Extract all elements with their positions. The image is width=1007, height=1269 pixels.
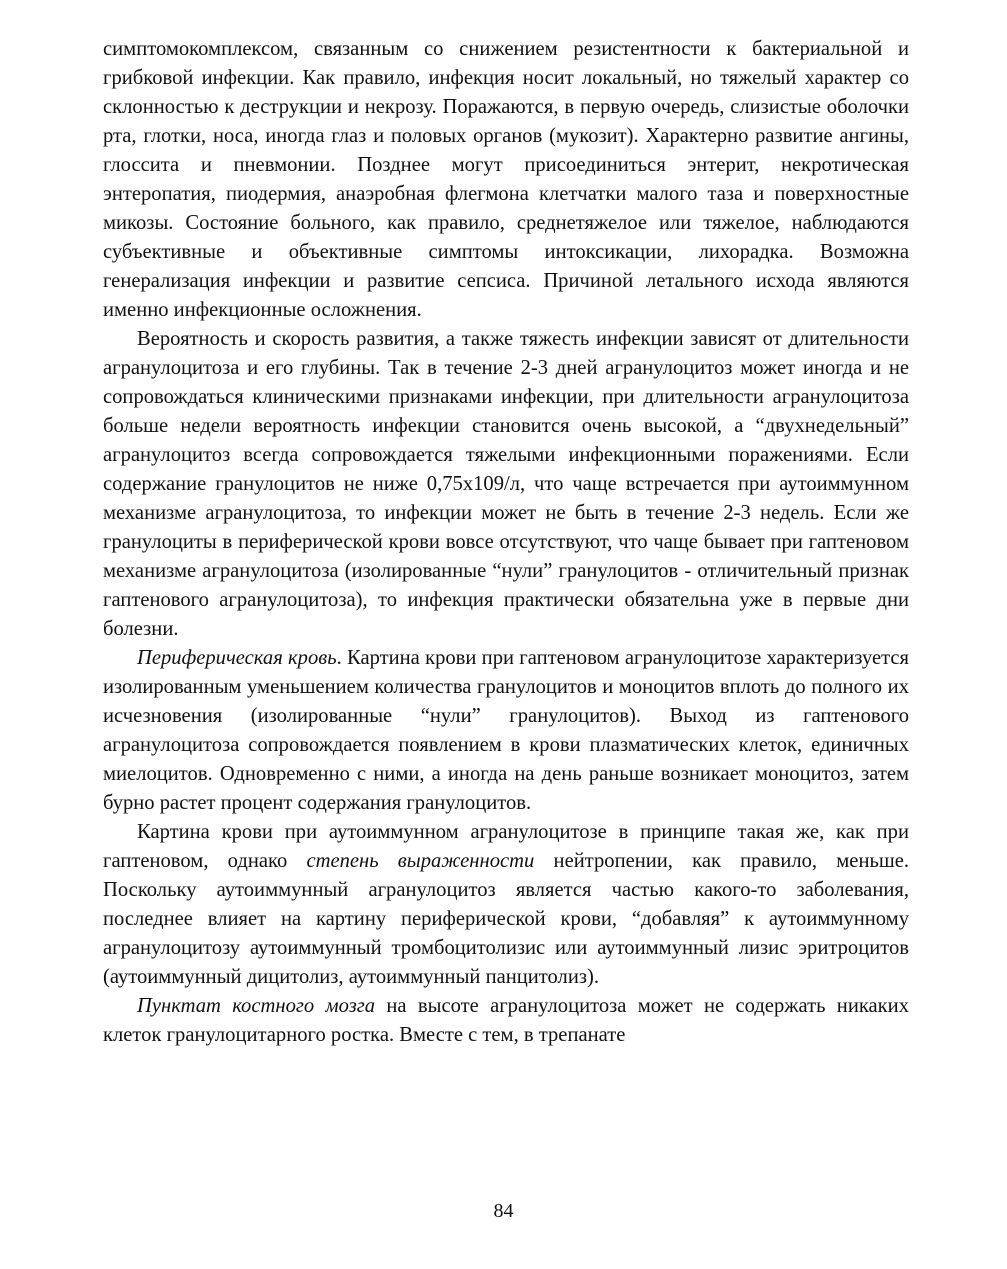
paragraph-bone-marrow — [103, 992, 909, 1050]
document-page — [103, 35, 909, 1050]
paragraph-infection-symptoms — [103, 35, 909, 325]
section-lead-italic: Периферическая кровь — [137, 647, 337, 669]
paragraph-text: Картина крови при аутоиммунном агранулоцитозе в принципе такая же, как при гаптеновом, однако — [103, 821, 909, 872]
emphasis-italic: степень выраженности — [306, 850, 535, 872]
paragraph-infection-probability — [103, 325, 909, 644]
paragraph-text: нейтропении, как правило, меньше. Поскольку аутоиммунный агранулоцитоз является частью какого-то заболевания, последнее влияет на картину периферической крови, “добавляя” к аутоиммунному агранулоцитозу аутоиммунный тромбоцитолизис или аутоиммунный лизис эритроцитов (аутоиммунный дицитолиз, аутоиммунный панцитолиз). — [103, 850, 910, 988]
paragraph-autoimmune-blood — [103, 818, 909, 992]
section-lead-italic: Пунктат костного мозга — [137, 995, 376, 1017]
paragraph-text: . Картина крови при гаптеновом агранулоцитозе характеризуется изолированным уменьшением количества гранулоцитов и моноцитов вплоть до полного их исчезновения (изолированные “нули” гранулоцитов). Выход из гаптенового агранулоцитоза сопровождается появлением в крови плазматических клеток, единичных миелоцитов. Одновременно с ними, а иногда на день раньше возникает моноцитоз, затем бурно растет процент содержания гранулоцитов. — [103, 647, 909, 814]
paragraph-text: симптомокомплексом, связанным со снижением резистентности к бактериальной и грибковой инфекции. Как правило, инфекция носит локальный, но тяжелый характер со склонностью к деструкции и некрозу. Поражаются, в первую очередь, слизистые оболочки рта, глотки, носа, иногда глаз и половых органов (мукозит). Характерно развитие ангины, глоссита и пневмонии. Позднее могут присоединиться энтерит, некротическая энтеропатия, пиодермия, анаэробная флегмона клетчатки малого таза и поверхностные микозы. Состояние больного, как правило, среднетяжелое или тяжелое, наблюдаются субъективные и объективные симптомы интоксикации, лихорадка. Возможна генерализация инфекции и развитие сепсиса. Причиной летального исхода являются именно инфекционные осложнения. — [103, 38, 909, 321]
paragraph-text: Вероятность и скорость развития, а также тяжесть инфекции зависят от длительности агранулоцитоза и его глубины. Так в течение 2-3 дней агранулоцитоз может иногда и не сопровождаться клиническими признаками инфекции, при длительности агранулоцитоза больше недели вероятность инфекции становится очень высокой, а “двухнедельный” агранулоцитоз всегда сопровождается тяжелыми инфекционными поражениями. Если содержание гранулоцитов не ниже 0,75х109/л, что чаще встречается при аутоиммунном механизме агранулоцитоза, то инфекции может не быть в течение 2-3 недель. Если же гранулоциты в периферической крови вовсе отсутствуют, что чаще бывает при гаптеновом механизме агранулоцитоза (изолированные “нули” гранулоцитов - отличительный признак гаптенового агранулоцитоза), то инфекция практически обязательна уже в первые дни болезни. — [103, 328, 909, 640]
paragraph-text: на высоте агранулоцитоза может не содержать никаких клеток гранулоцитарного ростка. Вместе с тем, в трепанате — [103, 995, 909, 1046]
paragraph-peripheral-blood — [103, 644, 909, 818]
page-number: 84 — [493, 1200, 514, 1222]
